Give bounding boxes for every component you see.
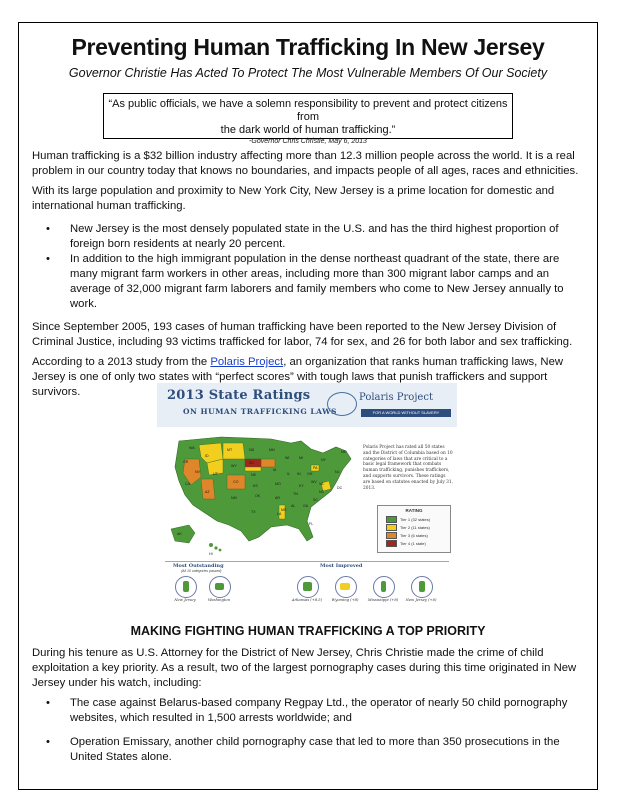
medal-label: Wyoming (+8) [331, 598, 359, 602]
legend-title: RATING [405, 508, 423, 513]
most-outstanding-heading: Most Outstanding [173, 563, 224, 569]
state-label: AR [275, 496, 280, 500]
us-states-map [161, 429, 361, 561]
polaris-paragraph: According to a 2013 study from the Polaris Project, an organization that ranks human trafficking laws, New Jersey is one of only two states with “perfect scores” with tough laws that punish traffickers and support survivors. [32, 356, 564, 398]
list-item: • Operation Emissary, another child pornography case that led to more than 350 prosecutions in the United States alone. [46, 736, 560, 763]
polaris-tagline: FOR A WORLD WITHOUT SLAVERY [361, 409, 451, 417]
section-heading: MAKING FIGHTING HUMAN TRAFFICKING A TOP PRIORITY [130, 624, 486, 638]
bullet-icon: • [46, 223, 50, 235]
state-label: OK [255, 494, 261, 498]
legend-item: Tier 4 (1 state) [386, 540, 446, 547]
state-label: SC [313, 498, 318, 502]
most-outstanding-subheading: (All 10 categories passed) [181, 569, 222, 573]
state-label: MS [281, 508, 287, 512]
state-label: DC [337, 486, 343, 490]
state-label: ME [341, 450, 347, 454]
polaris-name: Polaris Project [359, 392, 433, 403]
section-paragraph: During his tenure as U.S. Attorney for the District of New Jersey, Chris Christie made the crime of child exploitation a key priority. As a result, two of the largest pornography cases during this time originated in New Jersey under his watch, including: [32, 647, 577, 689]
state-label: IA [273, 468, 277, 472]
state-label: WY [231, 464, 237, 468]
state-label: GA [303, 504, 309, 508]
bullet-icon: • [46, 253, 50, 265]
state-label: PA [313, 466, 318, 470]
infographic-title: 2013 State Ratings [167, 388, 311, 403]
state-label: MI [299, 456, 303, 460]
state-medal-icon [335, 576, 357, 598]
state-label: SD [249, 461, 254, 465]
medal-label: Arkansas (+8.5) [291, 598, 323, 602]
rating-legend [377, 505, 451, 553]
state-label: NM [231, 496, 237, 500]
state-medal-icon [411, 576, 433, 598]
state-label: TN [293, 492, 298, 496]
polaris-project-link[interactable]: Polaris Project [210, 356, 284, 368]
state-label: ND [249, 448, 255, 452]
legend-item: Tier 2 (11 states) [386, 524, 446, 531]
state-label: CA [185, 482, 190, 486]
state-label: FL [309, 522, 314, 526]
state-label: MT [227, 448, 233, 452]
state-medal-icon [373, 576, 395, 598]
state-label: VA [319, 482, 324, 486]
state-label: IL [287, 472, 290, 476]
state-label: HI [209, 552, 213, 556]
state-label: MO [275, 482, 281, 486]
state-ratings-infographic [157, 383, 457, 608]
page-title: Preventing Human Trafficking In New Jersey [71, 34, 545, 60]
state-label: NY [321, 458, 326, 462]
state-medal-icon [297, 576, 319, 598]
state-label: WV [311, 480, 317, 484]
legend-item: Tier 3 (6 states) [386, 532, 446, 539]
medal-label: New Jersey (+6) [405, 598, 437, 602]
divider [165, 561, 449, 562]
state-label: NE [251, 473, 256, 477]
quote-line-2: the dark world of human trafficking.” [220, 124, 396, 136]
state-label: MN [269, 448, 275, 452]
intro-paragraph-1: Human trafficking is a $32 billion industry affecting more than 12.3 million people across the world. It is a real problem in our country today that knows no boundaries, and impacts people of all ages, races and ethnicities. [32, 150, 579, 177]
state-label: KY [299, 484, 304, 488]
state-label: WI [285, 456, 290, 460]
list-item: • The case against Belarus-based company Regpay Ltd., the operator of nearly 50 child pornography websites, which resulted in 1,500 arrests worldwide; and [46, 697, 568, 724]
state-label: UT [213, 472, 218, 476]
quote-box [103, 93, 513, 145]
quote-attribution: -Governor Chris Christie, May 6, 2013 [249, 138, 367, 145]
state-label: NC [319, 490, 325, 494]
list-item: • New Jersey is the most densely populated state in the U.S. and has the third highest proportion of foreign born residents at nearly 20 percent. [46, 223, 559, 250]
medal-label: Mississippi (+8) [367, 598, 399, 602]
bullet-icon: • [46, 697, 50, 709]
state-label: NV [195, 470, 200, 474]
state-label: AK [177, 532, 182, 536]
infographic-subtitle: ON HUMAN TRAFFICKING LAWS [183, 407, 337, 416]
page-subtitle: Governor Christie Has Acted To Protect The Most Vulnerable Members Of Our Society [68, 66, 548, 80]
state-label: CO [233, 480, 239, 484]
state-label: OH [307, 472, 313, 476]
bullet-icon: • [46, 736, 50, 748]
medal-label: New Jersey [174, 598, 196, 602]
state-medal-icon [175, 576, 197, 598]
cases-list [32, 696, 588, 765]
state-label: LA [277, 512, 282, 516]
state-label: ID [205, 454, 209, 458]
medal-label: Washington [208, 598, 230, 602]
state-label: AZ [205, 490, 210, 494]
list-item: • In addition to the high immigrant population in the dense northeast quadrant of the state, there are many migrant farm workers in other areas, including more than 300 migrant labor camps and an average of 32,000 migrant farm laborers and family members who come to New Jersey annually to work. [46, 253, 564, 310]
quote-line-1: “As public officials, we have a solemn responsibility to prevent and protect citizens from [108, 98, 508, 123]
state-label: AL [291, 504, 296, 508]
state-label: TX [251, 510, 256, 514]
most-improved-heading: Most Improved [320, 563, 363, 569]
state-label: KS [253, 484, 258, 488]
facts-list [32, 222, 588, 312]
state-label: WA [189, 446, 195, 450]
legend-item: Tier 1 (32 states) [386, 516, 446, 523]
state-label: OR [183, 460, 189, 464]
state-medal-icon [209, 576, 231, 598]
polaris-blurb: Polaris Project has rated all 50 states and the District of Columbia based on 10 categories of laws that are critical to a basic legal framework that combats human trafficking, punishes traffickers, and supports survivors. These ratings are based on statutes enacted by July 31, 2013. [363, 445, 453, 491]
state-label: IN [297, 472, 301, 476]
polaris-logo-icon [327, 392, 357, 416]
state-label: NJ [335, 470, 340, 474]
intro-paragraph-2: With its large population and proximity to New York City, New Jersey is a prime location for domestic and international human trafficking. [32, 185, 555, 212]
cases-paragraph: Since September 2005, 193 cases of human trafficking have been reported to the New Jersey Division of Criminal Justice, including 93 victims trafficked for labor, 74 for sex, and 26 for both labor and sex trafficking. [32, 321, 573, 348]
